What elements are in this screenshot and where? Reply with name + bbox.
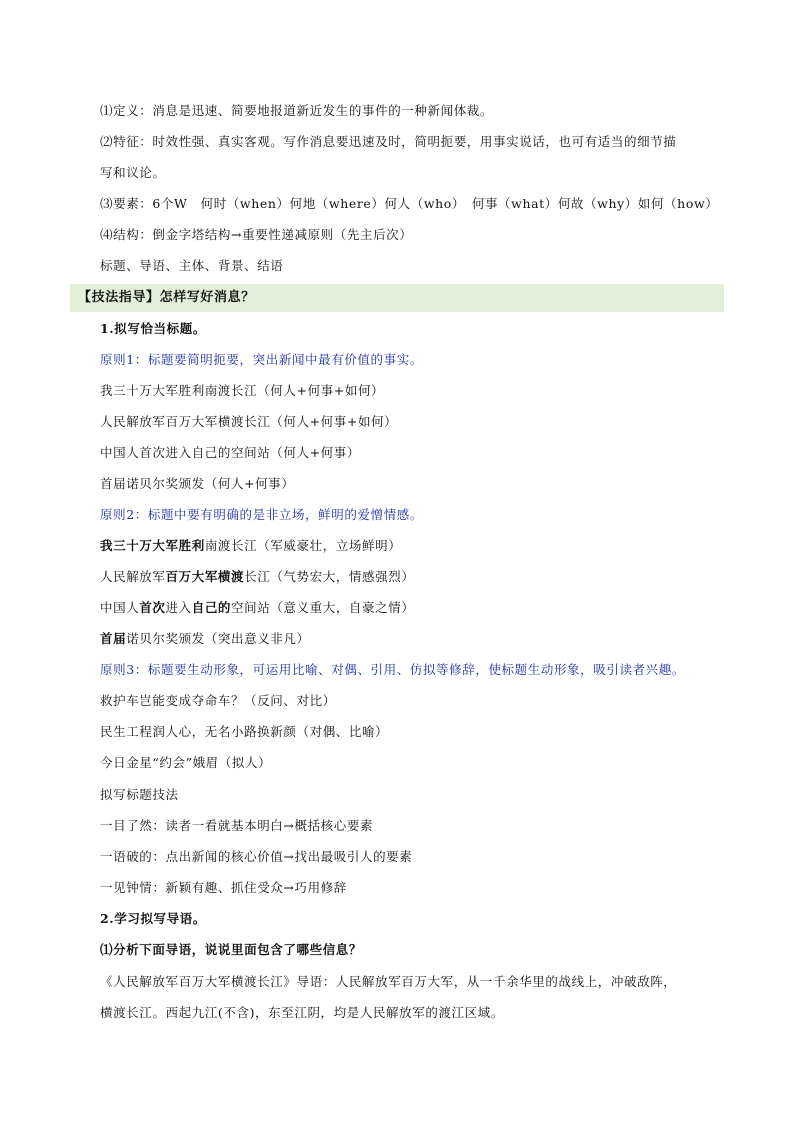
section2-sub1: ⑴分析下面导语，说说里面包含了哪些信息？ xyxy=(100,942,363,957)
example-2b-text: 人民解放军 xyxy=(100,569,166,584)
example-2d-bold: 首届 xyxy=(100,631,127,646)
example-1d: 首届诺贝尔奖颁发（何人+何事） xyxy=(100,476,295,491)
technique-2: 一语破的：点出新闻的核心价值→找出最吸引人的要素 xyxy=(100,849,413,864)
parts-line: 标题、导语、主体、背景、结语 xyxy=(100,258,284,273)
features-line-1: ⑵特征：时效性强、真实客观。写作消息要迅速及时，简明扼要，用事实说话，也可有适当的细节描 xyxy=(100,134,677,149)
example-2c-tail: 空间站（意义重大，自豪之情） xyxy=(231,600,415,615)
example-2a-bold: 我三十万大军胜利 xyxy=(100,538,205,553)
banner-title: 【技法指导】怎样写好消息？ xyxy=(78,290,255,305)
example-3a: 救护车岂能变成夺命车？（反问、对比） xyxy=(100,693,336,708)
example-2d xyxy=(100,630,310,648)
lead-paragraph-line-2: 横渡长江。西起九江(不含)，东至江阴，均是人民解放军的渡江区域。 xyxy=(100,1005,504,1020)
lead-paragraph-line-1: 《人民解放军百万大军横渡长江》导语：人民解放军百万大军，从一千余华里的战线上，冲破敌阵， xyxy=(100,974,677,989)
section2-heading: 2.学习拟写导语。 xyxy=(100,911,206,926)
elements-line: ⑶要素：6个W 何时（when）何地（where）何人（who） 何事（what）何故（why）如何（how） xyxy=(100,196,719,211)
example-2b xyxy=(100,568,414,586)
example-3b: 民生工程润人心，无名小路换新颜（对偶、比喻） xyxy=(100,724,389,739)
example-2b-bold: 百万大军横渡 xyxy=(165,569,245,584)
example-2c xyxy=(100,599,414,617)
technique-3: 一见钟情：新颖有趣、抓住受众→巧用修辞 xyxy=(100,880,347,895)
rule-1: 原则1：标题要简明扼要，突出新闻中最有价值的事实。 xyxy=(100,352,423,367)
example-2c-bold: 首次 xyxy=(139,600,166,615)
definition-line: ⑴定义：消息是迅速、简要地报道新近发生的事件的一种新闻体裁。 xyxy=(100,103,494,118)
features-line-2: 写和议论。 xyxy=(100,165,166,180)
techniques-title: 拟写标题技法 xyxy=(100,787,179,802)
example-2b-tail: 长江（气势宏大，情感强烈） xyxy=(244,569,415,584)
rule-3: 原则3：标题要生动形象，可运用比喻、对偶、引用、仿拟等修辞，使标题生动形象，吸引读者兴趣。 xyxy=(100,662,685,677)
example-1a: 我三十万大军胜利南渡长江（何人+何事+如何） xyxy=(100,383,385,398)
example-1c: 中国人首次进入自己的空间站（何人+何事） xyxy=(100,445,360,460)
technique-1: 一目了然：读者一看就基本明白→概括核心要素 xyxy=(100,818,374,833)
structure-line: ⑷结构：倒金字塔结构→重要性递减原则（先主后次） xyxy=(100,227,413,242)
example-2d-text: 诺贝尔奖颁发（突出意义非凡） xyxy=(126,631,310,646)
example-1b: 人民解放军百万大军横渡长江（何人+何事+如何） xyxy=(100,414,398,429)
example-3c: 今日金星“约会”娥眉（拟人） xyxy=(100,755,272,770)
rule-2: 原则2：标题中要有明确的是非立场，鲜明的爱憎情感。 xyxy=(100,507,423,522)
example-2a xyxy=(100,537,401,555)
technique-banner xyxy=(70,284,724,312)
example-2c-text: 中国人 xyxy=(100,600,140,615)
example-2c-bold-2: 自己的 xyxy=(191,600,232,615)
section1-heading: 1.拟写恰当标题。 xyxy=(100,321,206,336)
example-2c-mid: 进入 xyxy=(165,600,192,615)
example-2a-text: 南渡长江（军威豪壮，立场鲜明） xyxy=(204,538,402,553)
